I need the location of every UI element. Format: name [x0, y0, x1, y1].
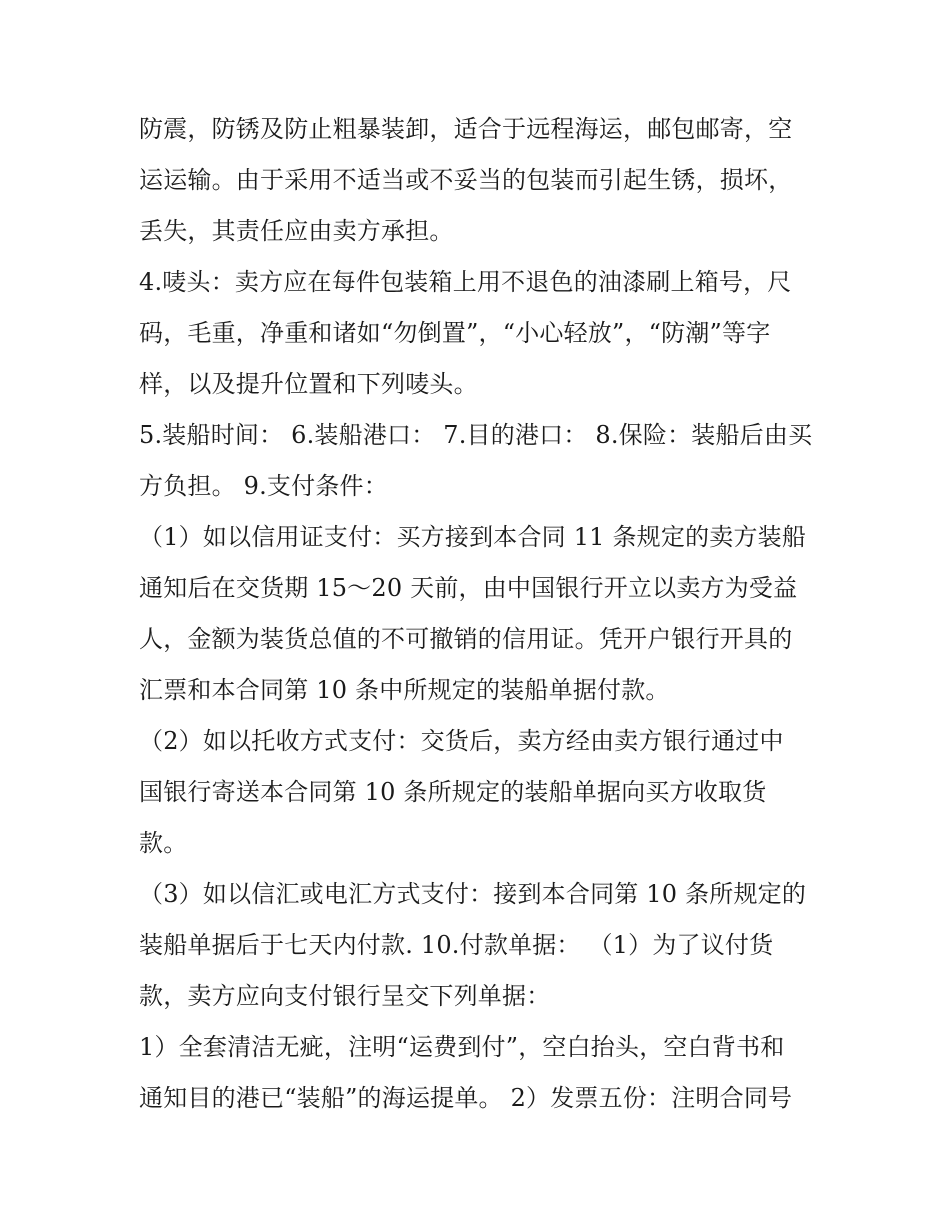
text-line: （2）如以托收方式支付：交货后，卖方经由卖方银行通过中 — [139, 727, 784, 755]
text-line: （1）如以信用证支付：买方接到本合同 11 条规定的卖方装船 — [139, 523, 807, 551]
text-line: 装船单据后于七天内付款. 10.付款单据： （1）为了议付货 — [139, 931, 774, 959]
text-line: 4.唛头：卖方应在每件包装箱上用不退色的油漆刷上箱号，尺 — [139, 268, 792, 296]
text-line: 码，毛重，净重和诸如“勿倒置”，“小心轻放”，“防潮”等字 — [139, 319, 771, 347]
text-line: 5.装船时间： 6.装船港口： 7.目的港口： 8.保险：装船后由买 — [139, 421, 813, 449]
text-line: 通知目的港已“装船”的海运提单。 2）发票五份：注明合同号 — [139, 1084, 793, 1112]
text-line: 人，金额为装货总值的不可撤销的信用证。凭开户银行开具的 — [139, 625, 793, 653]
text-line: 1）全套清洁无疵，注明“运费到付”，空白抬头，空白背书和 — [139, 1033, 785, 1061]
document-body — [139, 104, 829, 1124]
text-line: 通知后在交货期 15～20 天前，由中国银行开立以卖方为受益 — [139, 574, 798, 602]
text-line: 方负担。 9.支付条件： — [139, 472, 388, 500]
text-line: 丢失，其责任应由卖方承担。 — [139, 217, 454, 245]
text-line: 款。 — [139, 829, 188, 857]
text-line: 样，以及提升位置和下列唛头。 — [139, 370, 478, 398]
text-line: 汇票和本合同第 10 条中所规定的装船单据付款。 — [139, 676, 670, 704]
text-line: 防震，防锈及防止粗暴装卸，适合于远程海运，邮包邮寄，空 — [139, 115, 793, 143]
text-line: 国银行寄送本合同第 10 条所规定的装船单据向买方收取货 — [139, 778, 767, 806]
text-line: （3）如以信汇或电汇方式支付：接到本合同第 10 条所规定的 — [139, 880, 807, 908]
text-line: 运运输。由于采用不适当或不妥当的包装而引起生锈，损坏， — [139, 166, 793, 194]
text-line: 款，卖方应向支付银行呈交下列单据： — [139, 982, 551, 1010]
